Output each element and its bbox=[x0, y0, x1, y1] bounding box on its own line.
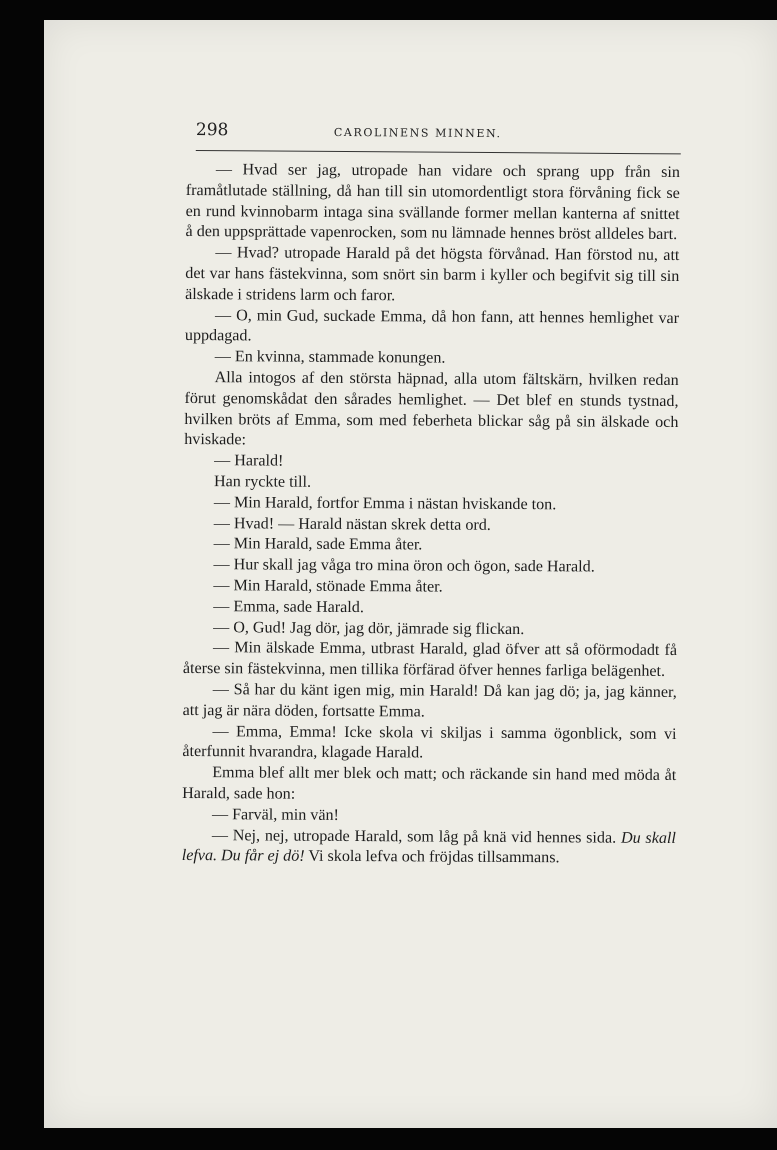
paragraph: — Emma, Emma! Icke skola vi skiljas i samma ögonblick, som vi återfunnit hvarandra, klagade Harald. bbox=[182, 722, 677, 762]
paragraph: Alla intogos af den största häpnad, alla utom fältskärn, hvilken redan förut genomskådat den sårades hemlighet. — Det blef en stunds tystnad, hvilken bröts af Emma, som med feberheta blickar såg på sin älskade och hviskade: bbox=[184, 369, 679, 449]
final-text-end: Vi skola lefva och fröjdas tillsammans. bbox=[304, 848, 560, 867]
paragraph: — Farväl, min vän! bbox=[211, 805, 339, 824]
italic-exclamation: Du skall lefva. Du får ej dö! bbox=[181, 829, 676, 866]
paragraph: Emma blef allt mer blek och matt; och räckande sin hand med möda åt Harald, sade hon: bbox=[182, 764, 677, 803]
running-title: CAROLINENS MINNEN. bbox=[333, 125, 502, 141]
page-header bbox=[196, 120, 681, 154]
paragraph: — Harald! bbox=[214, 452, 284, 470]
paragraph: — Min älskade Emma, utbrast Harald, glad öfver att så oförmodadt få återse sin fästekvinna, men tillika förfärad öfver hennes farliga belägenhet. bbox=[182, 639, 678, 681]
final-paragraph bbox=[182, 825, 676, 870]
paragraph: Han ryckte till. bbox=[213, 473, 312, 491]
paragraph: — En kvinna, stammade konungen. bbox=[214, 348, 446, 367]
paragraph: — Så har du känt igen mig, min Harald! Då kan jag dö; ja, jag känner, att jag är nära döden, fortsatte Emma. bbox=[182, 681, 677, 721]
final-text-start: — Nej, nej, utropade Harald, som låg på knä vid hennes sida. bbox=[211, 826, 622, 847]
paragraph: — O, min Gud, suckade Emma, då hon fann, att hennes hemlighet var uppdagad. bbox=[184, 306, 680, 345]
paragraph: — Hvad? utropade Harald på det högsta förvånad. Han förstod nu, att det var hans fästekvinna, som snört sin barm i kyller och begifvit sig till sin älskade i stridens larm och faror. bbox=[185, 244, 680, 305]
paragraph: — O, Gud! Jag dör, jag dör, jämrade sig flickan. bbox=[213, 618, 525, 638]
paragraph: — Hvad ser jag, utropade han vidare och sprang upp från sin framåtlutade ställning, då han till sin utomordentligt stora förvåning fick se en rund kvinnobarm intaga sina svällande former mellan kanterna af snittet å den uppsprättade vapenrocken, som nu lämnade hennes bröst alldeles bart. bbox=[185, 161, 680, 244]
paragraph: — Emma, sade Harald. bbox=[213, 597, 364, 616]
paragraph: — Hvad! — Harald nästan skrek detta ord. bbox=[213, 514, 491, 534]
paragraph: — Min Harald, sade Emma åter. bbox=[213, 535, 423, 554]
paragraph: — Min Harald, stönade Emma åter. bbox=[213, 577, 443, 596]
page-number: 298 bbox=[195, 120, 229, 141]
paragraph: — Min Harald, fortfor Emma i nästan hviskande ton. bbox=[213, 493, 557, 514]
body-text bbox=[182, 160, 680, 870]
book-page bbox=[44, 20, 777, 1128]
paragraph: — Hur skall jag våga tro mina öron och ögon, sade Harald. bbox=[213, 556, 595, 576]
